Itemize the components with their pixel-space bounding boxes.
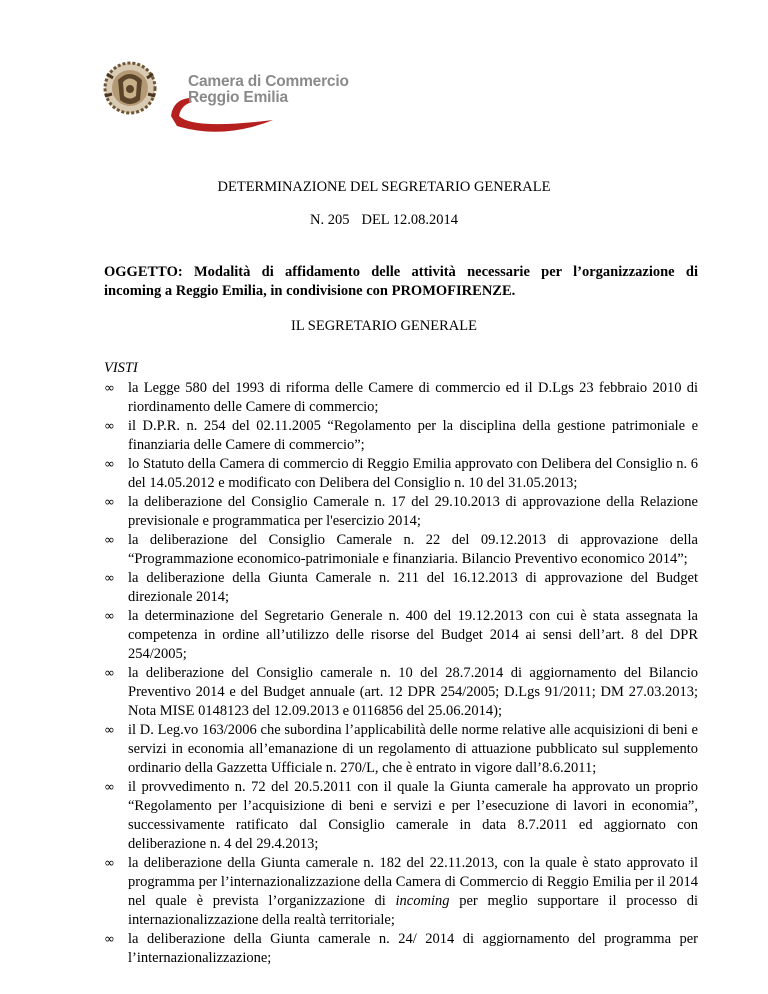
logo-line-2: Reggio Emilia	[188, 89, 288, 106]
infinity-bullet-icon: ∞	[104, 856, 115, 871]
document-number-line	[0, 212, 768, 229]
emphasis-incoming: incoming	[395, 893, 450, 909]
subject-block	[104, 263, 698, 301]
list-item: ∞ la determinazione del Segretario Generale n. 400 del 19.12.2013 con cui è stata assegnata la competenza in ordine all’utilizzo delle risorse del Budget 2014 ai sensi dell’art. 8 del DPR 254/2005;	[104, 608, 698, 662]
list-item: ∞ la deliberazione della Giunta camerale n. 182 del 22.11.2013, con la quale è stato approvato il programma per l’internazionalizzazione della Camera di Commercio di Reggio Emilia per il 2014 nel quale è prevista l’organizzazione di incoming per meglio supportare il processo di internazionalizzazione della realtà territoriale;	[104, 855, 699, 928]
infinity-bullet-icon: ∞	[104, 419, 115, 434]
list-item: ∞ il D.P.R. n. 254 del 02.11.2005 “Regolamento per la disciplina della gestione patrimoniale e finanziaria delle Camere di commercio”;	[104, 418, 698, 453]
document-title: DETERMINAZIONE DEL SEGRETARIO GENERALE	[217, 179, 551, 195]
document-date: DEL 12.08.2014	[361, 212, 458, 228]
list-item: ∞ il D. Leg.vo 163/2006 che subordina l’applicabilità delle norme relative alle acquisizioni di beni e servizi in economia all’emanazione di un regolamento di attuazione pubblicato sul supplemento ordinario della Gazzetta Ufficiale n. 270/L, che è entrato in vigore dall’8.6.2011;	[104, 722, 698, 776]
document-number: N. 205	[309, 212, 350, 228]
infinity-bullet-icon: ∞	[104, 666, 115, 681]
list-item: ∞ il provvedimento n. 72 del 20.5.2011 con il quale la Giunta camerale ha approvato un proprio “Regolamento per l’acquisizione di beni e servizi e per l’esecuzione di lavori in economia”, successivamente ratificato dal Consiglio camerale in data 8.7.2011 ed aggiornato con deliberazione n. 4 del 29.4.2013;	[104, 779, 698, 852]
infinity-bullet-icon: ∞	[104, 533, 115, 548]
subject-line-1: OGGETTO: Modalità di affidamento delle attività necessarie per l’organizzazione di	[104, 264, 698, 280]
logo-wordmark	[188, 74, 349, 106]
infinity-bullet-icon: ∞	[104, 381, 115, 396]
infinity-bullet-icon: ∞	[104, 495, 115, 510]
infinity-bullet-icon: ∞	[104, 932, 115, 947]
visti-list	[104, 379, 698, 968]
subject-line-2: incoming a Reggio Emilia, in condivisione con PROMOFIRENZE.	[104, 283, 516, 299]
list-item: ∞ la deliberazione del Consiglio camerale n. 10 del 28.7.2014 di aggiornamento del Bilancio Preventivo 2014 e del Budget annuale (art. 12 DPR 254/2005; D.Lgs 91/2011; DM 27.03.2013; Nota MISE 0148123 del 12.09.2013 e 0116856 del 25.06.2014);	[104, 665, 698, 719]
list-item: ∞ la Legge 580 del 1993 di riforma delle Camere di commercio ed il D.Lgs 23 febbraio 2010 di riordinamento delle Camere di commercio;	[104, 380, 698, 415]
list-item: ∞ la deliberazione del Consiglio Camerale n. 22 del 09.12.2013 di approvazione della “Programmazione economico-patrimoniale e finanziaria. Bilancio Preventivo economico 2014”;	[104, 532, 698, 567]
visti-label: VISTI	[104, 360, 138, 376]
infinity-bullet-icon: ∞	[104, 457, 115, 472]
list-item: ∞ lo Statuto della Camera di commercio di Reggio Emilia approvato con Delibera del Consiglio n. 6 del 14.05.2012 e modificato con Delibera del Consiglio n. 10 del 31.05.2013;	[104, 456, 698, 491]
chamber-logo	[93, 60, 349, 144]
infinity-bullet-icon: ∞	[104, 780, 115, 795]
infinity-bullet-icon: ∞	[104, 609, 115, 624]
logo-line-1: Camera di Commercio	[188, 73, 349, 90]
infinity-bullet-icon: ∞	[104, 723, 115, 738]
list-item: ∞ la deliberazione della Giunta camerale n. 24/ 2014 di aggiornamento del programma per l’internazionalizzazione;	[104, 931, 698, 966]
list-item: ∞ la deliberazione del Consiglio Camerale n. 17 del 29.10.2013 di approvazione della Relazione previsionale e programmatica per l'esercizio 2014;	[104, 494, 698, 529]
infinity-bullet-icon: ∞	[104, 571, 115, 586]
section-title: IL SEGRETARIO GENERALE	[291, 318, 477, 334]
list-item: ∞ la deliberazione della Giunta Camerale n. 211 del 16.12.2013 di approvazione del Budget direzionale 2014;	[104, 570, 698, 605]
